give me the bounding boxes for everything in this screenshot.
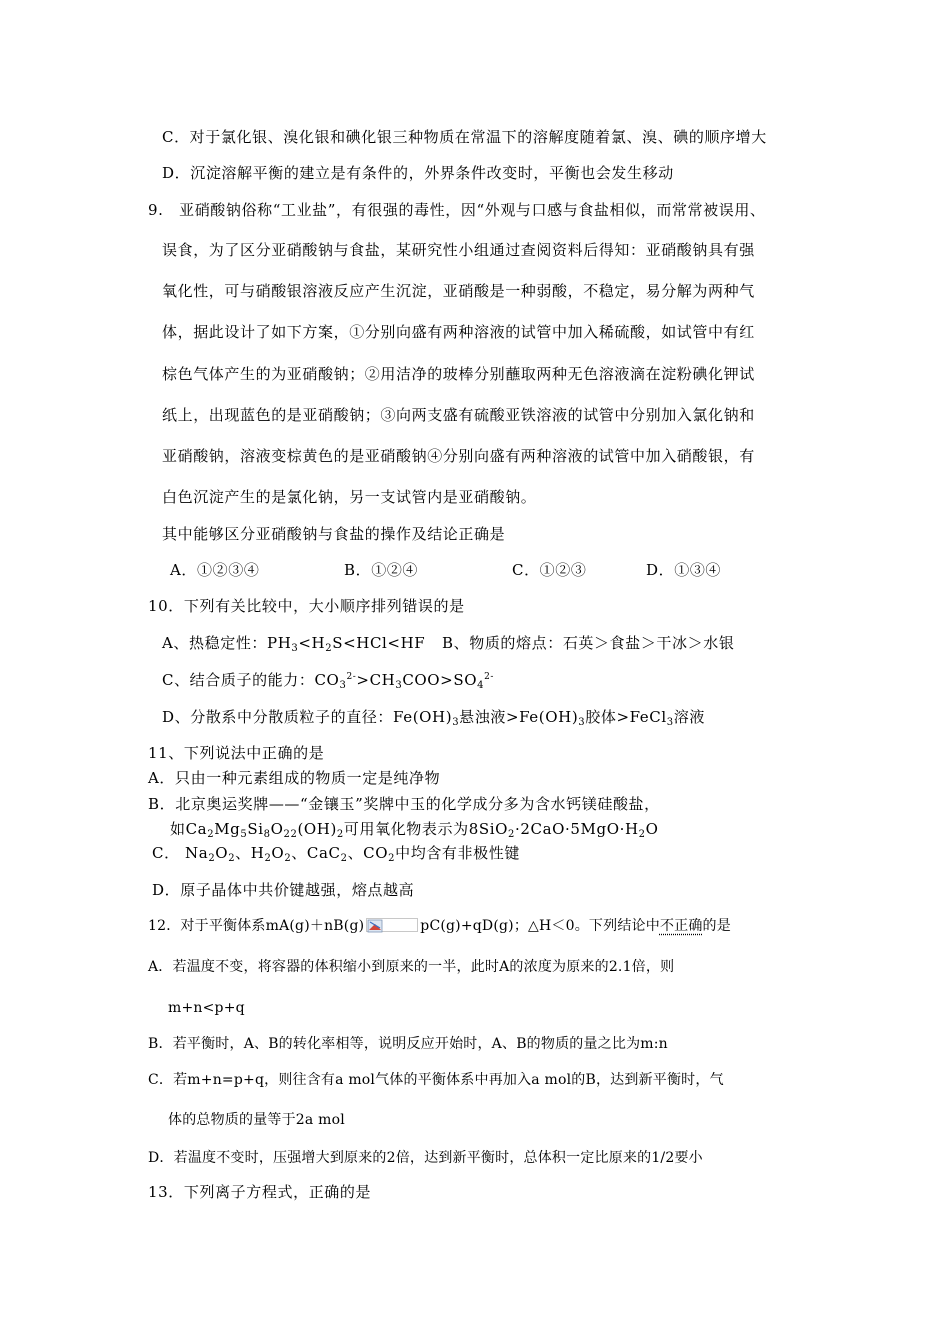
q13-stem: 13．下列离子方程式，正确的是: [148, 1183, 372, 1201]
q10-option-d: D、分散系中分散质粒子的直径：$Fe(OH)_3$悬浊液$>Fe(OH)_3$胶体>FeCl$_3$溶液: [162, 708, 705, 728]
q10-option-a-label: A、热稳定性：: [162, 634, 268, 652]
q10-stem: 10．下列有关比较中，大小顺序排列错误的是: [148, 597, 465, 615]
q9-stem-line-7: 亚硝酸钠，溶液变棕黄色的是亚硝酸钠④分别向盛有两种溶液的试管中加入硝酸银，有: [162, 447, 755, 465]
q9-stem-line-6: 纸上，出现蓝色的是亚硝酸钠；③向两支盛有硫酸亚铁溶液的试管中分别加入氯化钠和: [162, 406, 755, 424]
q10-option-c-label: C、结合质子的能力：: [162, 671, 315, 689]
q9-option-c: C．①②③: [512, 561, 587, 579]
q10-option-a-formula: $PH_3<H_2S<HCl<HF$: [267, 634, 426, 654]
q11-option-c: C． $Na_2O_2$、$H_2O_2$、CaC$_2$、$CO_2$中均含有非极性键: [152, 844, 520, 864]
q12-stem: [148, 916, 731, 936]
q11-stem: 11、下列说法中正确的是: [148, 744, 325, 762]
q9-stem-line-3: 氧化性，可与硝酸银溶液反应产生沉淀，亚硝酸是一种弱酸，不稳定，易分解为两种气: [162, 282, 755, 300]
q12-stem-pre: 12．对于平衡体系mA(g)＋nB(g): [148, 918, 365, 934]
q11-option-c-suffix: 中均含有非极性键: [395, 844, 520, 862]
q10-option-a: [162, 633, 425, 653]
q9-option-a: A．①②③④: [170, 561, 260, 579]
q9-option-d: D．①③④: [646, 561, 722, 579]
q10-option-d-tail-2: 胶体>: [585, 708, 630, 726]
q10-option-c-formula: $CO_3^{2-}>CH_3COO>SO_4^{2-}$: [314, 671, 495, 691]
q10-option-d-label: D、分散系中分散质粒子的直径：: [162, 708, 394, 726]
q12-option-c-line-2: 体的总物质的量等于2a mol: [168, 1112, 345, 1128]
q8-option-d: D．沉淀溶解平衡的建立是有条件的，外界条件改变时，平衡也会发生移动: [162, 164, 674, 182]
q11-option-b-prefix: 如: [170, 820, 186, 838]
q9-stem-line-5: 棕色气体产生的为亚硝酸钠；②用洁净的玻棒分别蘸取两种无色溶液滴在淀粉碘化钾试: [162, 365, 755, 383]
q11-option-b-line-2: 如$Ca_2Mg_5Si_8O_{22}(OH)_2$可用氧化物表示为$8SiO_2\cdot 2CaO\cdot 5MgO\cdot H_2O$: [170, 820, 659, 840]
q12-stem-end: 的是: [702, 918, 731, 934]
q12-option-d: D．若温度不变时，压强增大到原来的2倍，达到新平衡时，总体积一定比原来的1/2要小: [148, 1150, 703, 1166]
q10-option-c: [162, 670, 494, 690]
q12-option-a-line-2: m+n<p+q: [168, 1000, 245, 1016]
q9-stem-line-2: 误食，为了区分亚硝酸钠与食盐，某研究性小组通过查阅资料后得知：亚硝酸钠具有强: [162, 241, 755, 259]
q12-stem-mid: pC(g)+qD(g)；△H＜0。下列结论中: [420, 918, 660, 934]
q10-option-d-tail-3: 溶液: [673, 708, 705, 726]
q12-option-c-line-1: C．若m+n=p+q，则往含有a mol气体的平衡体系中再加入a mol的B，达到新平衡时，气: [148, 1072, 724, 1088]
q9-stem-line-1: 9. 亚硝酸钠俗称“工业盐”，有很强的毒性，因“外观与口感与食盐相似，而常常被误用、: [148, 201, 766, 219]
q9-stem-line-4: 体，据此设计了如下方案，①分别向盛有两种溶液的试管中加入稀硫酸，如试管中有红: [162, 323, 755, 341]
q9-stem-line-8: 白色沉淀产生的是氯化钠，另一支试管内是亚硝酸钠。: [162, 488, 537, 506]
q11-option-d: D．原子晶体中共价键越强，熔点越高: [152, 881, 415, 899]
equilibrium-arrow-icon: [366, 918, 418, 932]
q9-question: 其中能够区分亚硝酸钠与食盐的操作及结论正确是: [162, 525, 506, 543]
q11-option-c-prefix: C．: [152, 844, 180, 862]
q12-option-a-line-1: A．若温度不变，将容器的体积缩小到原来的一半，此时A的浓度为原来的2.1倍，则: [148, 959, 675, 975]
q11-option-a: A．只由一种元素组成的物质一定是纯净物: [148, 769, 441, 787]
q9-option-b: B．①②④: [344, 561, 419, 579]
q11-option-b-mid: 可用氧化物表示为: [343, 820, 469, 838]
q12-stem-emphasis: 不正确: [659, 918, 703, 934]
q11-option-b-line-1: B．北京奥运奖牌——“金镶玉”奖牌中玉的化学成分多为含水钙镁硅酸盐，: [148, 795, 660, 813]
q10-option-d-tail-1: 悬浊液>: [459, 708, 520, 726]
q12-option-b: B．若平衡时，A、B的转化率相等，说明反应开始时，A、B的物质的量之比为m:n: [148, 1036, 668, 1052]
q8-option-c: C．对于氯化银、溴化银和碘化银三种物质在常温下的溶解度随着氯、溴、碘的顺序增大: [162, 128, 767, 146]
q10-option-b: B、物质的熔点：石英＞食盐＞干冰＞水银: [442, 634, 735, 652]
